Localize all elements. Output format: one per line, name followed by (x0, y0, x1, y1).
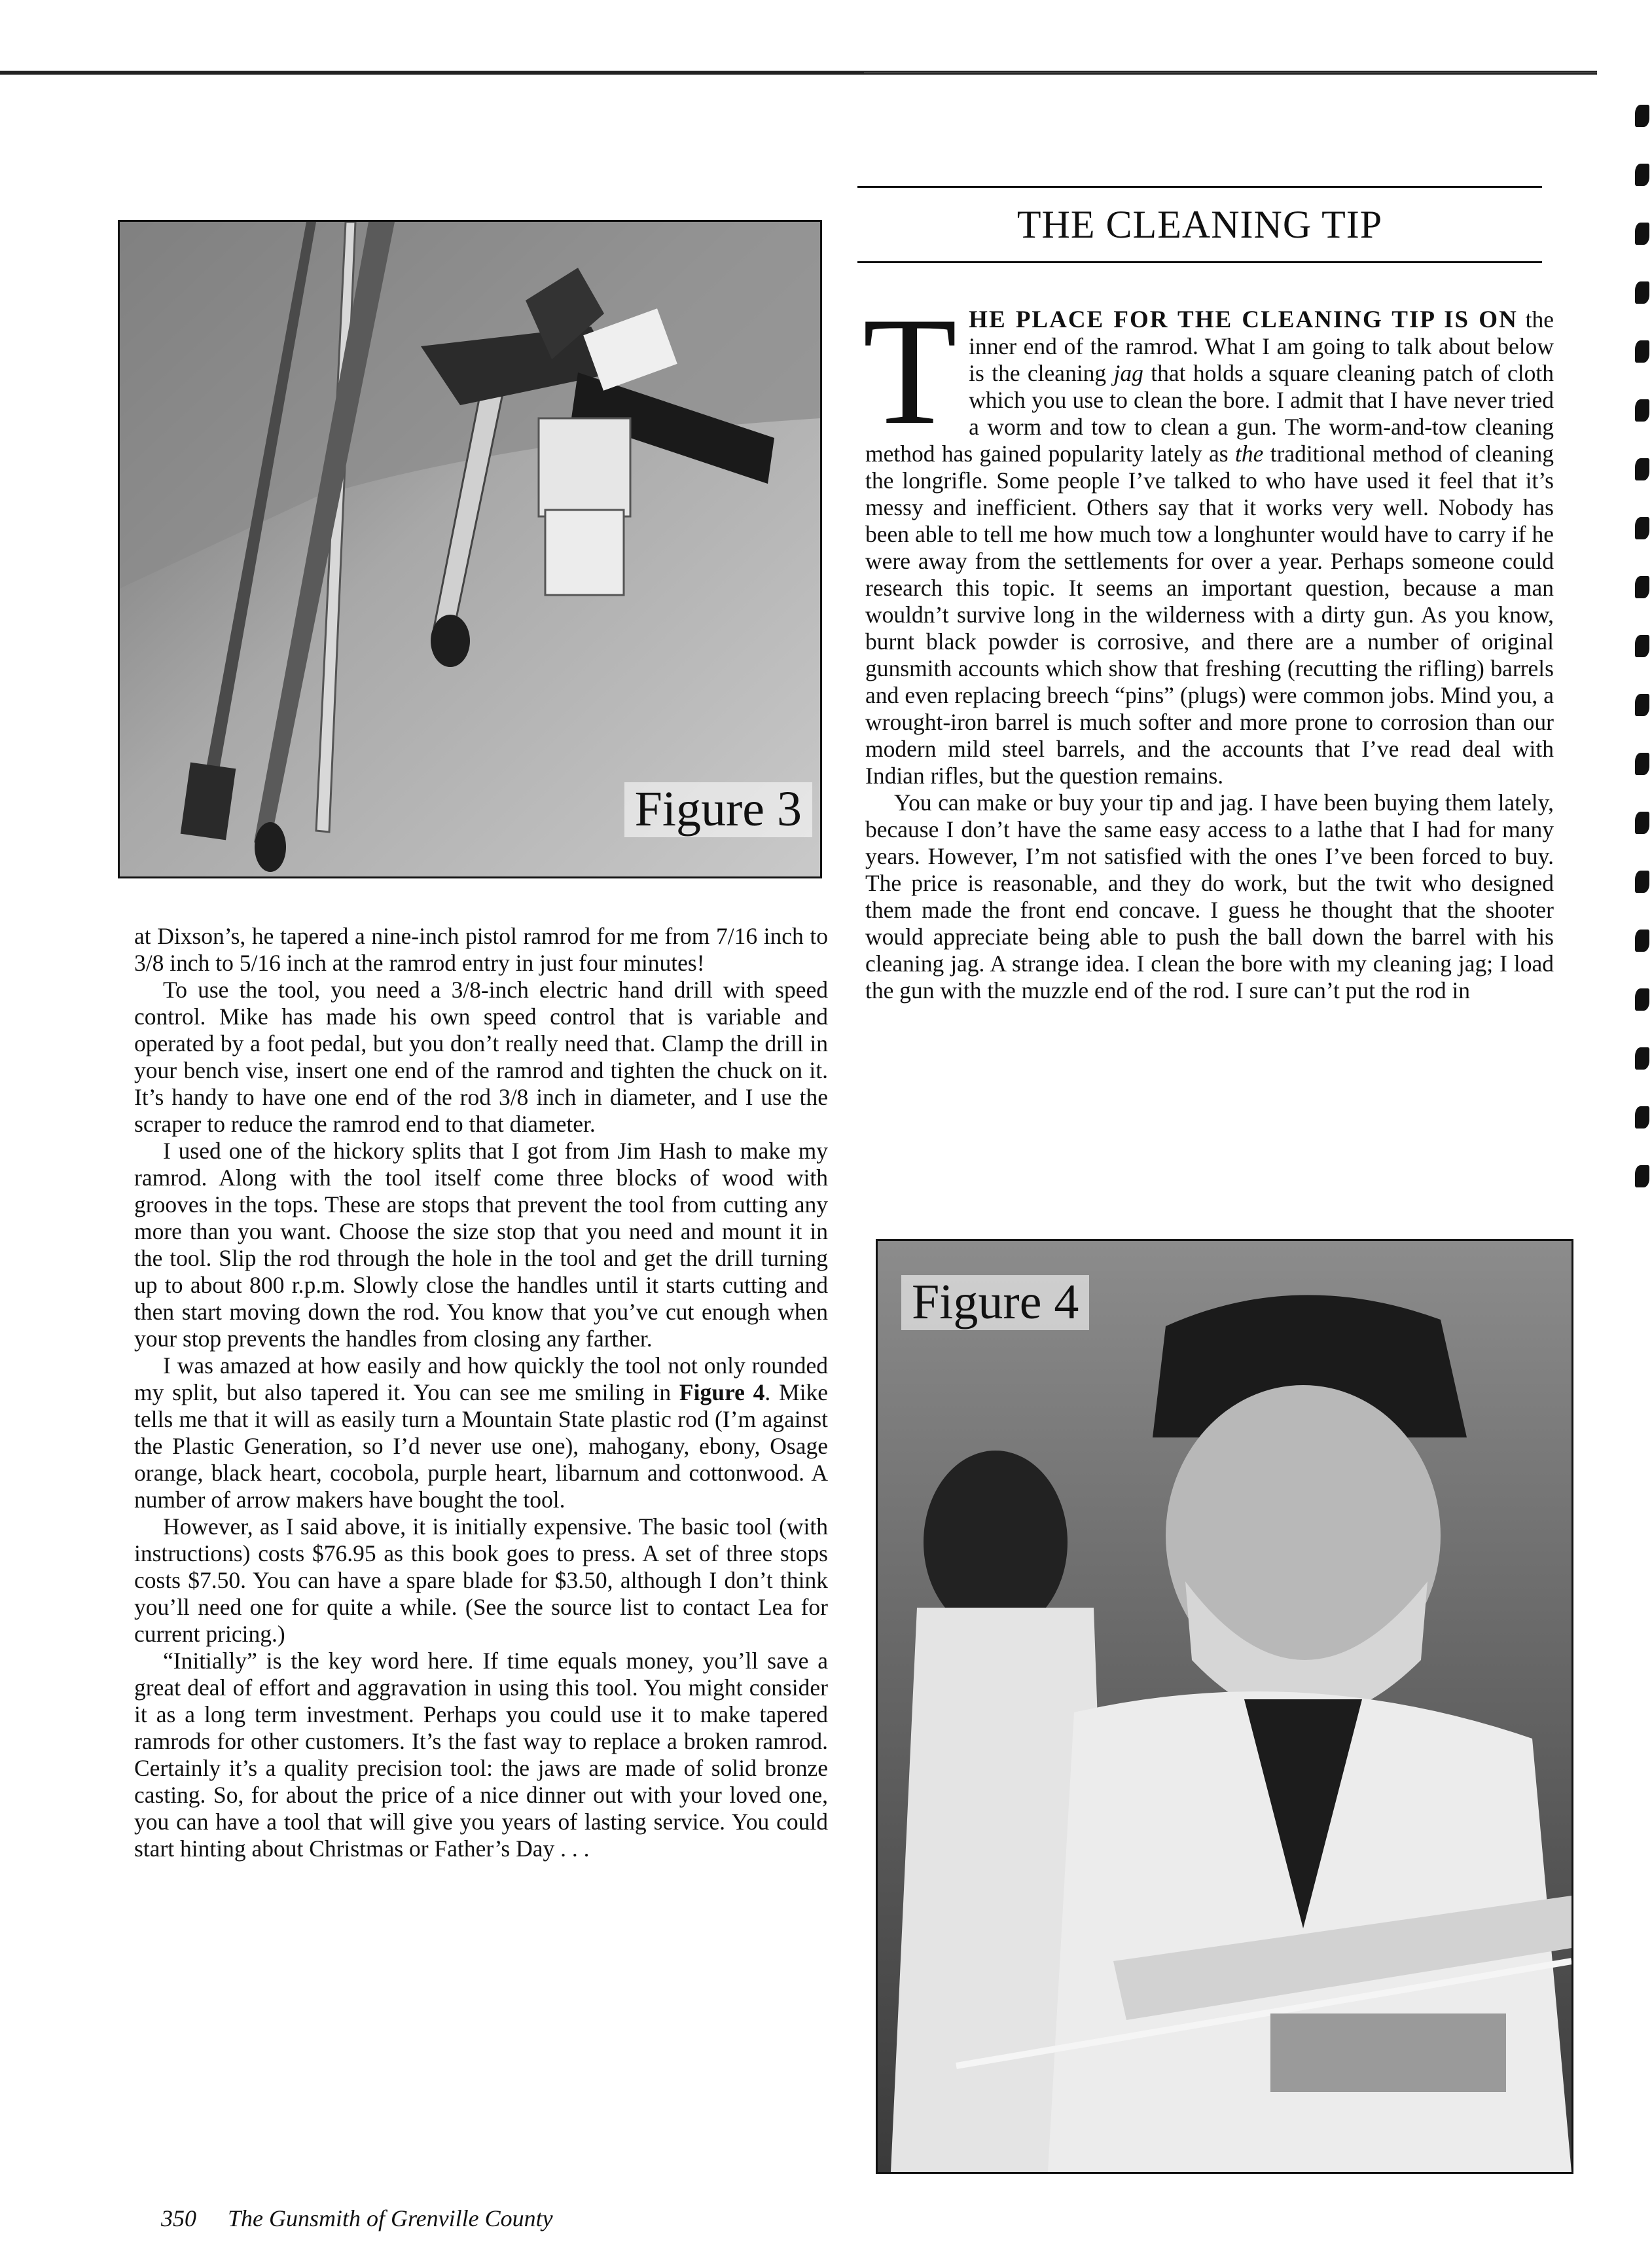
binding-hole (1635, 399, 1649, 422)
binding-hole (1635, 694, 1649, 716)
binding-hole (1635, 105, 1649, 127)
figure-3-label: Figure 3 (624, 782, 812, 837)
running-title: The Gunsmith of Grenville County (228, 2205, 553, 2231)
page-footer (161, 2205, 553, 2232)
lead-in: HE PLACE FOR THE CLEANING TIP IS ON (969, 306, 1518, 333)
ramrod-tool-photo (120, 222, 820, 876)
figure-4-reference: Figure 4 (679, 1379, 765, 1405)
right-column-text (863, 286, 1554, 1004)
binding-hole (1635, 1047, 1649, 1070)
binding-hole (1635, 871, 1649, 893)
paragraph: To use the tool, you need a 3/8-inch electric hand drill with speed control. Mike has made his own speed control that is variable and operated by a foot pedal, but you don’t really need that. Clamp the drill in your bench vise, insert one end of the ramrod and tighten the chuck on it. It’s handy to have one end of the rod 3/8 inch in diameter, and I use the scraper to reduce the ramrod end to that diameter. (134, 977, 828, 1137)
paragraph: You can make or buy your tip and jag. I have been buying them lately, because I don’t have the same easy access to a lathe that I had for many years. However, I’m not satisfied with the ones I’ve been forced to buy. The price is reasonable, and they do work, but the twit who designed them made the front end concave. I guess he thought that the shooter would appreciate being able to push the ball down the barrel with his cleaning jag. A strange idea. I clean the bore with my cleaning jag; I load the gun with the muzzle end of the rod. I sure can’t put the rod in (865, 789, 1554, 1003)
gunsmith-photo (878, 1241, 1571, 2172)
paragraph: at Dixson’s, he tapered a nine-inch pistol ramrod for me from 7/16 inch to 3/8 inch to 5/16 inch at the ramrod entry in just four minutes! (134, 923, 828, 976)
page-number: 350 (161, 2205, 196, 2231)
binding-hole (1635, 164, 1649, 186)
binding-hole (1635, 753, 1649, 775)
binding-hole (1635, 576, 1649, 598)
binding-hole (1635, 223, 1649, 245)
paragraph: However, as I said above, it is initially expensive. The basic tool (with instructions) costs $76.95 as this book goes to press. A set of three stops costs $7.50. You can have a spare blade for $3.50, although I don’t think you’ll need one for quite a while. (See the source list to contact Lea for current pricing.) (134, 1513, 828, 1647)
binding-hole (1635, 930, 1649, 952)
paragraph: I was amazed at how easily and how quickly the tool not only rounded my split, but also tapered it. You can see me smiling in Figure 4. Mike tells me that it will as easily turn a Mountain State plastic rod (I’m against the Plastic Generation, so I’d never use one), mahogany, ebony, Osage orange, black heart, cocobola, purple heart, libarnum and cottonwood. A number of arrow makers have bought the tool. (134, 1352, 828, 1513)
binding-hole (1635, 458, 1649, 480)
figure-4-photo (876, 1239, 1573, 2174)
paragraph: “Initially” is the key word here. If time equals money, you’ll save a great deal of effort and aggravation in using this tool. You might consider it as a long term investment. Perhaps you could use it to make tapered ramrods for other customers. It’s the fast way to replace a broken ramrod. Certainly it’s a quality precision tool: the jaws are made of solid bronze casting. So, for about the price of a nice dinner out with your loved one, you can have a tool that will give you years of lasting service. You could start hinting about Christmas or Father’s Day . . . (134, 1648, 828, 1862)
binding-hole (1635, 812, 1649, 834)
header-rule-thin (864, 72, 1597, 73)
binding-hole (1635, 1106, 1649, 1128)
figure-4-label: Figure 4 (901, 1275, 1089, 1330)
paragraph: I used one of the hickory splits that I got from Jim Hash to make my ramrod. Along with the tool itself come three blocks of wood with grooves in the tops. These are stops that prevent the tool from cutting any more than you want. Choose the size stop that you need and mount it in the tool. Slip the rod through the hole in the tool and get the drill turning up to about 800 r.p.m. Slowly close the handles until it starts cutting and then start moving down the rod. You know that you’ve cut enough when your stop prevents the handles from closing any farther. (134, 1138, 828, 1352)
section-heading (857, 186, 1542, 263)
drop-cap: T (863, 286, 958, 457)
binding-hole (1635, 1165, 1649, 1187)
binding-hole (1635, 517, 1649, 539)
binding-hole (1635, 281, 1649, 304)
binding-hole (1635, 988, 1649, 1011)
binding-hole (1635, 340, 1649, 363)
figure-3-photo (118, 220, 822, 878)
binding-hole (1635, 635, 1649, 657)
left-column-text (134, 923, 828, 1862)
section-title: THE CLEANING TIP (1016, 203, 1383, 246)
paragraph: THE PLACE FOR THE CLEANING TIP IS ON the inner end of the ramrod. What I am going to talk about below is the cleaning jag that holds a square cleaning patch of cloth which you use to clean the bore. I admit that I have never tried a worm and tow to clean a gun. The worm-and-tow cleaning method has gained popularity lately as the traditional method of cleaning the longrifle. Some people I’ve talked to who have used it feel that it’s messy and inefficient. Others say that it works very well. Nobody has been able to tell me how much tow a longhunter would have to carry if he were away from the settlements for over a year. Perhaps someone could research this topic. It seems an important question, because a man wouldn’t survive long in the wilderness with a dirty gun. As you know, burnt black powder is corrosive, and there are a number of original gunsmith accounts which show that freshing (recutting the rifling) barrels and even replacing breech “pins” (plugs) were common jobs. Mind you, a wrought-iron barrel is much softer and more prone to corrosion than our modern mild steel barrels, and the accounts that I’ve read deal with Indian rifles, but the question remains. (863, 286, 1554, 789)
spiral-binding (1626, 92, 1652, 1794)
